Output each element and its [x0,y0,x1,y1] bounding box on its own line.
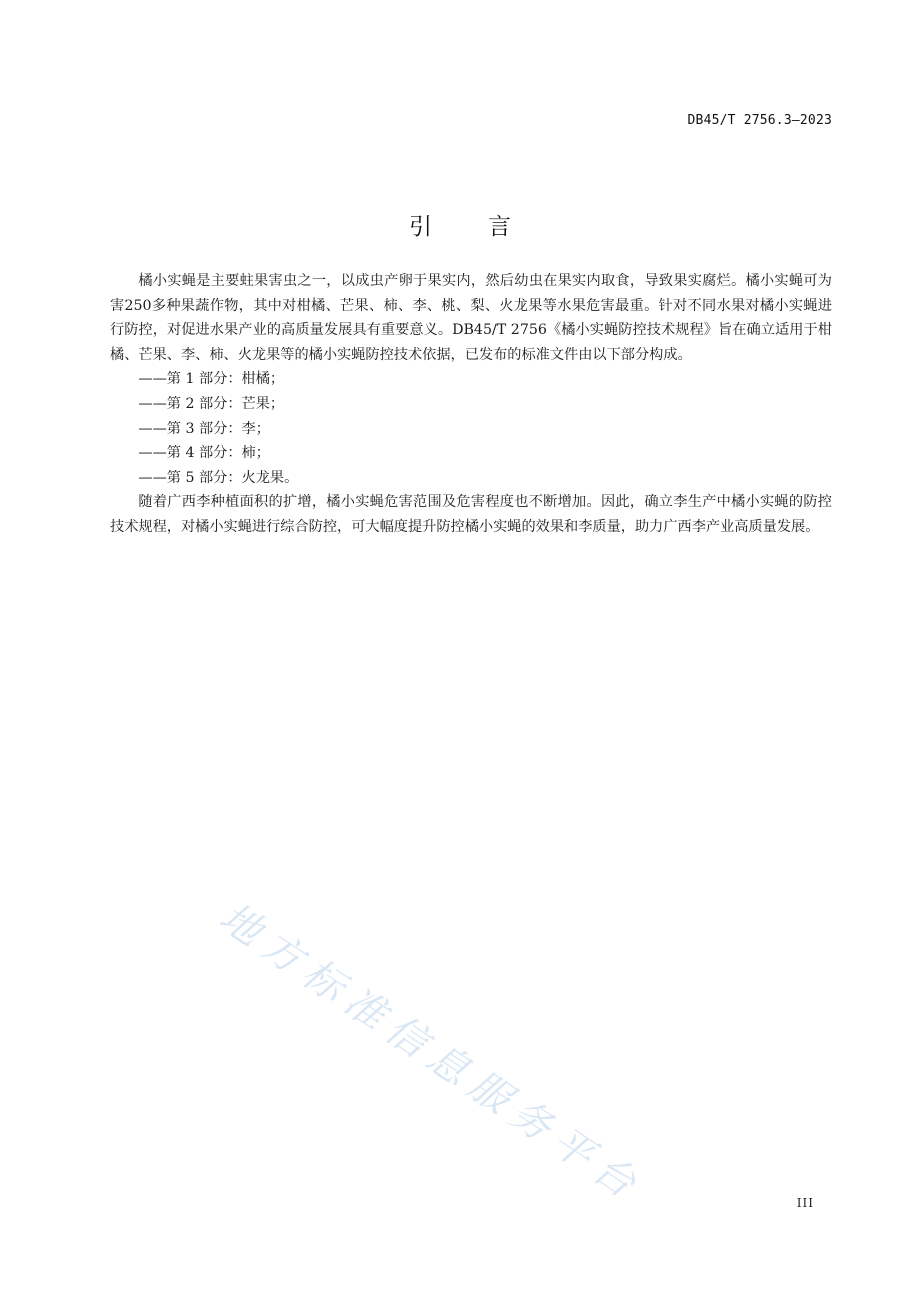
title-char-2: 言 [488,214,511,241]
part-list-item-4: ——第 4 部分：柿； [138,445,270,462]
watermark: 地方标准信息服务平台 [211,894,652,1213]
title-char-1: 引 [409,214,432,241]
part-list-item-5: ——第 5 部分：火龙果。 [138,469,299,486]
closing-paragraph: 随着广西李种植面积的扩增，橘小实蝇危害范围及危害程度也不断增加。因此，确立李生产中橘小实蝇的防控技术规程，对橘小实蝇进行综合防控，可大幅度提升防控橘小实蝇的效果和李质量，助力广西李产业高质量发展。 [110,494,832,535]
part-list-item-1: ——第 1 部分：柑橘； [138,371,285,388]
page-number: III [796,1196,814,1210]
page-title [0,208,920,241]
introduction-body [110,269,832,540]
part-list-item-3: ——第 3 部分：李； [138,420,270,437]
document-number: DB45/T 2756.3—2023 [687,113,832,128]
part-list-item-2: ——第 2 部分：芒果； [138,395,285,412]
intro-paragraph: 橘小实蝇是主要蛀果害虫之一，以成虫产卵于果实内，然后幼虫在果实内取食，导致果实腐烂。橘小实蝇可为害250多种果蔬作物，其中对柑橘、芒果、柿、李、桃、梨、火龙果等水果危害最重。针对不同水果对橘小实蝇进行防控，对促进水果产业的高质量发展具有重要意义。DB45/T 2756《橘小实蝇防控技术规程》旨在确立适用于柑橘、芒果、李、柿、火龙果等的橘小实蝇防控技术依据，已发布的标准文件由以下部分构成。 [110,273,832,363]
